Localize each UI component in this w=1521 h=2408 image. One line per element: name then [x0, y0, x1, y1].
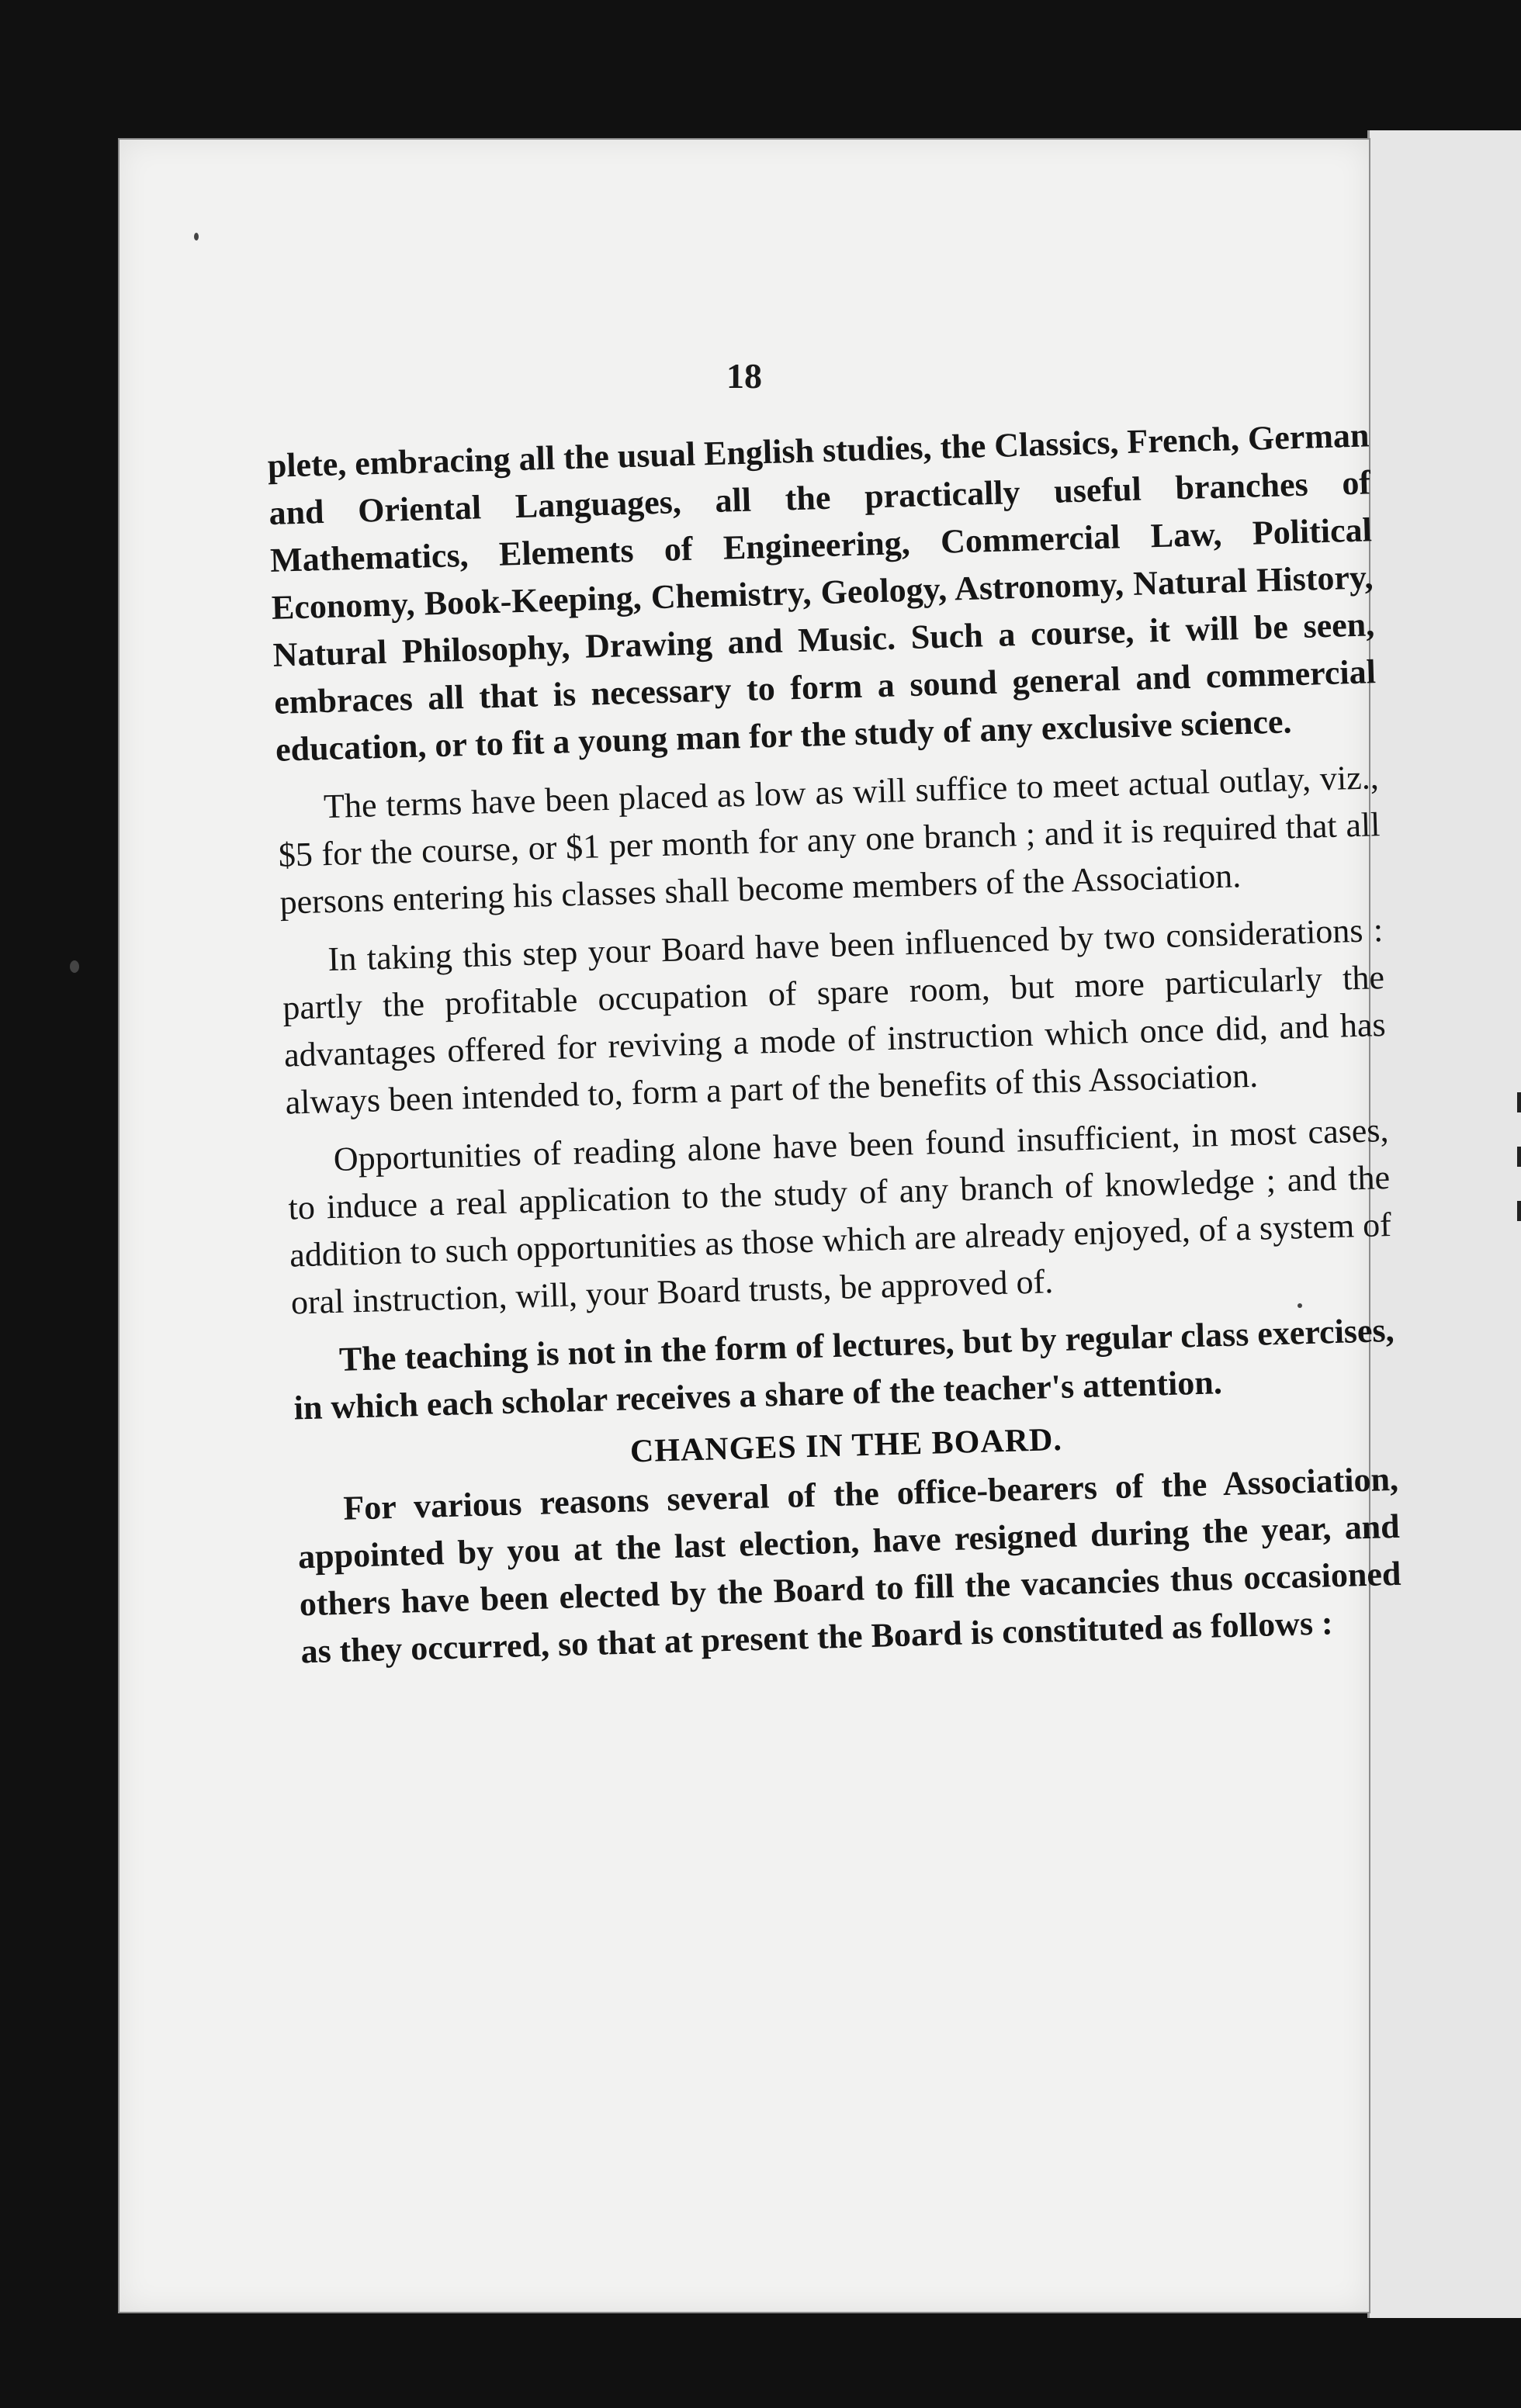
paragraph-opportunities: Opportunities of reading alone have been found insufficient, in most cases, to induce a real application to the study of any branch of knowledge ; and the addition to such opportunities as those which are already enjoyed, of a system of oral instruction, will, your Board trusts, be approved of.: [287, 1110, 1392, 1322]
paragraph-terms: The terms have been placed as low as will suffice to meet actual outlay, viz., $5 for the course, or $1 per month for any one branch ; and it is required that all persons entering his classes shall become members of the Association.: [278, 758, 1381, 922]
facing-page-text-fragments: [1514, 1092, 1521, 1255]
document-page: [118, 138, 1401, 2313]
paragraph-curriculum: plete, embracing all the usual English studies, the Classics, French, German and Oriental Languages, all the practically useful branches of Mathematics, Elements of Engineering, Commercial Law, Political Economy, Book-Keeping, Chemistry, Geology, Astronomy, Natural History, Natural Philosophy, Drawing and Music. Such a course, it will be seen, embraces all that is necessary to form a sound general and commercial education, or to fit a young man for the study of any exclusive science.: [267, 416, 1377, 769]
ink-speck: [194, 233, 199, 240]
paragraph-considerations: In taking this step your Board have been influenced by two considerations : partly the profitable occupation of spare room, but more particularly the advantages offered for reviving a mode of instruction which once did, and has always been intended to, form a part of the benefits of this Association.: [282, 911, 1387, 1122]
page-number: 18: [726, 356, 762, 396]
ink-speck: [70, 960, 79, 973]
paragraph-board-changes: For various reasons several of the office-bearers of the Association, appointed by you at the last election, have resigned during the year, and others have been elected by the Board to fill the vacancies thus occasioned as they occurred, so that at present the Board is constituted as follows :: [297, 1459, 1401, 1671]
paragraph-teaching: The teaching is not in the form of lectures, but by regular class exercises, in which each scholar receives a share of the teacher's attention.: [293, 1310, 1395, 1427]
section-heading: CHANGES IN THE BOARD.: [629, 1421, 1063, 1470]
body-text: [267, 411, 1403, 1686]
